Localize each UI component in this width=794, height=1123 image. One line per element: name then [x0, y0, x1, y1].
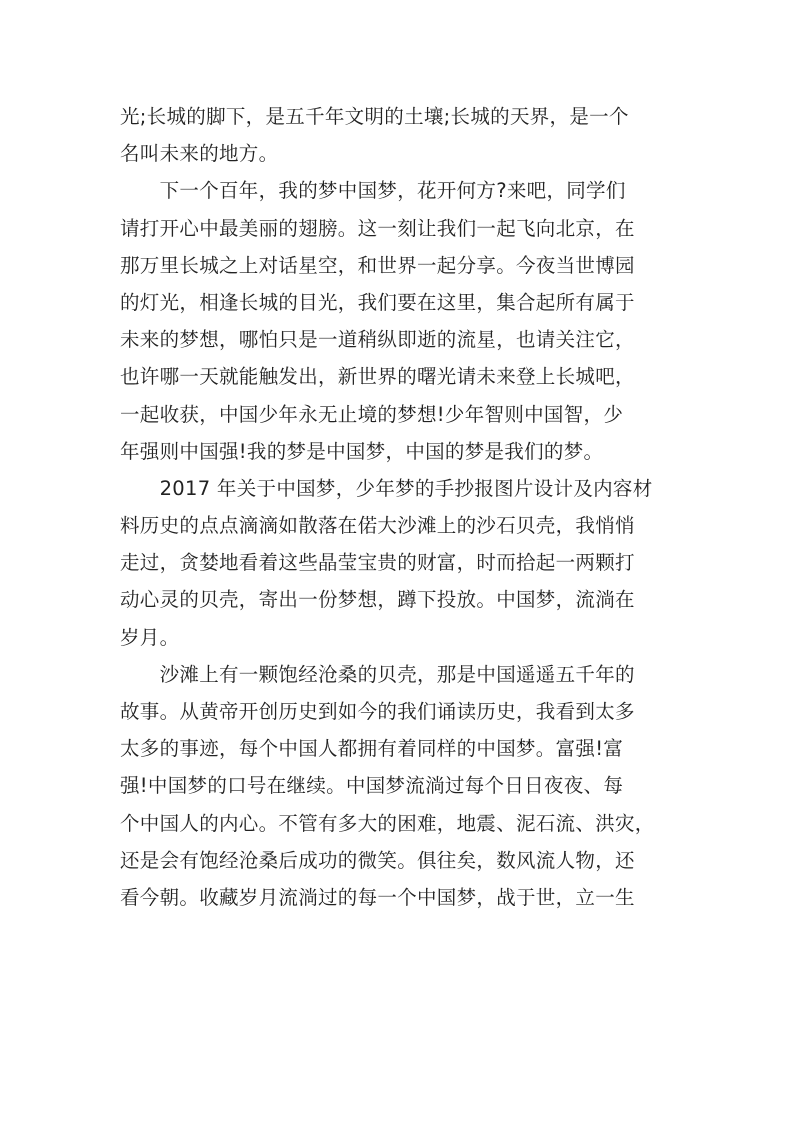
text-line: 的灯光，相逢长城的目光，我们要在这里，集合起所有属于 — [120, 290, 635, 314]
text-line: 请打开心中最美丽的翅膀。这一刻让我们一起飞向北京，在 — [120, 216, 635, 240]
document-body — [120, 98, 675, 916]
text-line: 那万里长城之上对话星空，和世界一起分享。今夜当世博园 — [120, 253, 635, 277]
text-line: 故事。从黄帝开创历史到如今的我们诵读历史，我看到太多 — [120, 700, 635, 723]
text-line: 个中国人的内心。不管有多大的困难，地震、泥石流、洪灾， — [120, 811, 655, 835]
text-line: 走过，贪婪地看着这些晶莹宝贵的财富，时而拾起一两颗打 — [120, 551, 635, 575]
text-line: 名叫未来的地方。 — [120, 142, 279, 166]
text-line: 看今朝。收藏岁月流淌过的每一个中国梦，战于世，立一生 — [120, 885, 635, 909]
text-line: 动心灵的贝壳，寄出一份梦想，蹲下投放。中国梦，流淌在 — [120, 588, 635, 612]
text-line: 年强则中国强!我的梦是中国梦，中国的梦是我们的梦。 — [120, 439, 604, 463]
text-line: 下一个百年，我的梦中国梦，花开何方?来吧，同学们 — [120, 179, 626, 203]
text-line: 2017 年关于中国梦，少年梦的手抄报图片设计及内容材 — [120, 476, 653, 500]
text-line: 沙滩上有一颗饱经沧桑的贝壳，那是中国遥遥五千年的 — [120, 662, 635, 686]
text-line: 也许哪一天就能触发出，新世界的曙光请未来登上长城吧， — [120, 365, 635, 389]
text-line: 强!中国梦的口号在继续。中国梦流淌过每个日日夜夜、每 — [120, 774, 624, 798]
text-line: 岁月。 — [120, 625, 180, 649]
text-line: 光;长城的脚下，是五千年文明的土壤;长城的天界，是一个 — [120, 105, 629, 128]
text-line: 太多的事迹，每个中国人都拥有着同样的中国梦。富强!富 — [120, 737, 624, 761]
text-line: 一起收获，中国少年永无止境的梦想!少年智则中国智，少 — [120, 402, 624, 426]
text-line: 未来的梦想，哪怕只是一道稍纵即逝的流星，也请关注它， — [120, 328, 635, 352]
text-line: 还是会有饱经沧桑后成功的微笑。俱往矣，数风流人物，还 — [120, 848, 635, 872]
text-line: 料历史的点点滴滴如散落在偌大沙滩上的沙石贝壳，我悄悄 — [120, 514, 635, 538]
